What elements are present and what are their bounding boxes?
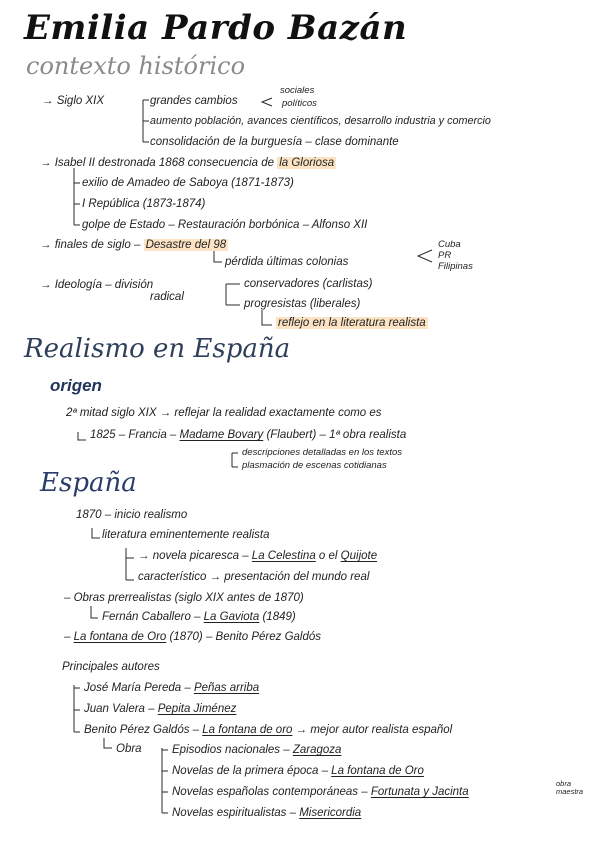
grandes-cambios: grandes cambios [150,95,238,107]
galdos-fontana: La fontana de oro [202,724,293,736]
golpe: golpe de Estado – Restauración borbónica – Alfonso XII [82,219,368,231]
episodios-text: Episodios nacionales – [172,744,293,756]
ideologia: → Ideología – división [40,279,154,291]
desastre-98: Desastre del 98 [145,239,227,251]
misericordia: Misericordia [299,807,362,819]
quijote: Quijote [340,550,378,562]
politicos: políticos [282,98,317,109]
la-fontana-de-oro: La fontana de Oro [73,631,167,643]
fontana-line: – La fontana de Oro (1870) – Benito Pérez Galdós [64,631,322,643]
primera-epoca-text: Novelas de la primera época – [172,765,332,777]
section-subtitle-contexto: contexto histórico [26,52,246,80]
finales-line [40,240,228,252]
progresistas: progresistas (liberales) [244,298,361,310]
descripciones: descripciones detalladas en los textos [242,447,403,458]
espiritualistas-text: Novelas espiritualistas – [172,807,300,819]
la-gaviota: La Gaviota [203,611,260,623]
episodios-line [172,745,341,757]
aumento: aumento población, avances científicos, desarrollo industria y comercio [150,115,491,127]
obra-label: Obra [116,743,142,755]
fernan-text: Fernán Caballero – [102,611,204,623]
valera-text: Juan Valera – [84,703,158,715]
fernan-year: (1849) [259,611,296,623]
contemporaneas-line [172,787,469,799]
pepita-jimenez: Pepita Jiménez [157,703,237,715]
sociales: sociales [280,85,315,96]
penas-arriba: Peñas arriba [193,682,260,694]
novela-mid: o el [315,550,341,562]
fontana-oro-2: La fontana de Oro [331,765,424,777]
mitad-siglo: 2ª mitad siglo XIX → reflejar la realidad exactamente como es [66,407,382,419]
filipinas: Filipinas [438,261,473,272]
siglo-xix: → Siglo XIX [42,95,104,107]
exilio: exilio de Amadeo de Saboya (1871-1873) [82,177,294,189]
primera-epoca-line [172,766,424,778]
plasmacion: plasmación de escenas cotidianas [242,460,387,471]
literatura-realista: literatura eminentemente realista [102,529,270,541]
obra-maestra: obra maestra [556,779,584,796]
pereda-line [84,683,259,695]
isabel-text: → Isabel II destronada 1868 consecuencia de [40,157,278,169]
contemporaneas-text: Novelas españolas contemporáneas – [172,786,371,798]
radical: radical [150,291,184,303]
principales-autores: Principales autores [62,661,160,673]
flaubert-text: (Flaubert) – 1ª obra realista [263,429,407,441]
espiritualistas-line [172,808,361,820]
finales-text: → finales de siglo – [40,239,144,251]
heading-espana: España [40,468,137,498]
cuba: Cuba [438,239,461,250]
caracteristico: característico → presentación del mundo real [138,571,370,583]
heading-origen: origen [50,376,102,395]
galdos-mejor: → mejor autor realista español [292,724,453,736]
francia-line [90,430,406,442]
heading-realismo: Realismo en España [24,334,291,364]
novela-line [138,551,377,563]
galdos-text: Benito Pérez Galdós – [84,724,203,736]
consolidacion: consolidación de la burguesía – clase dominante [150,136,399,148]
valera-line [84,704,236,716]
isabel-line [40,158,336,170]
zaragoza: Zaragoza [292,744,342,756]
pereda-text: José María Pereda – [84,682,194,694]
novela-text: → novela picaresca – [138,550,252,562]
conservadores: conservadores (carlistas) [244,278,373,290]
pr: PR [438,250,452,261]
galdos-line [84,725,452,737]
la-gloriosa: la Gloriosa [279,157,335,169]
fontana-author: (1870) – Benito Pérez Galdós [166,631,322,643]
inicio-realismo: 1870 – inicio realismo [76,509,188,521]
francia-text: 1825 – Francia – [90,429,180,441]
madame-bovary: Madame Bovary [179,429,264,441]
reflejo: reflejo en la literatura realista [278,317,426,329]
fortunata-y-jacinta: Fortunata y Jacinta [370,786,469,798]
la-celestina: La Celestina [251,550,316,562]
page-title: Emilia Pardo Bazán [24,8,408,48]
obras-prerrealistas: – Obras prerrealistas (siglo XIX antes de 1870) [64,592,304,604]
perdida: pérdida últimas colonias [225,256,349,268]
republica: I República (1873-1874) [82,198,206,210]
fernan-line [102,612,296,624]
